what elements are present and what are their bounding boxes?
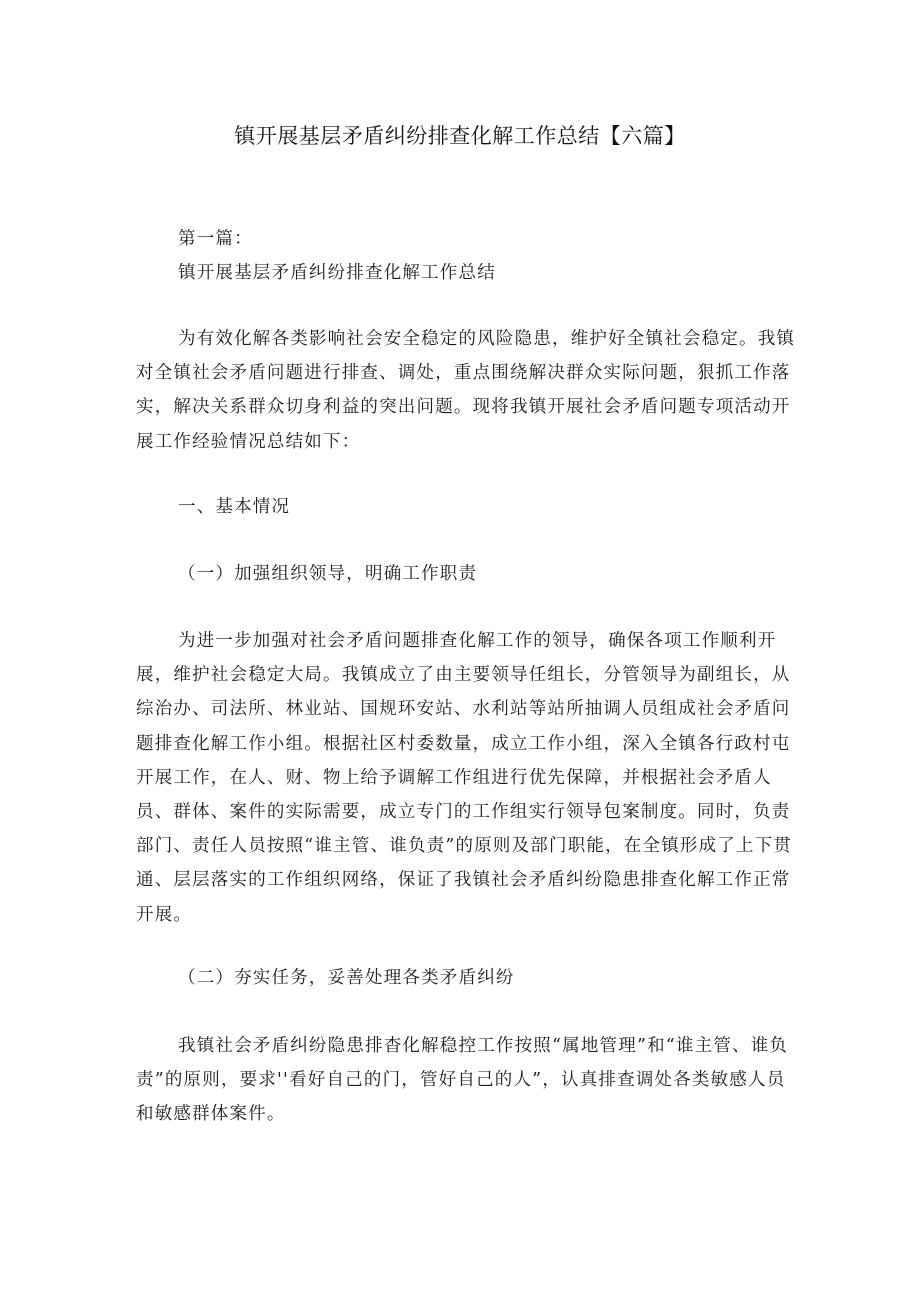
intro-paragraph: 为有效化解各类影响社会安全稳定的风险隐患，维护好全镇社会稳定。我镇对全镇社会矛盾问题进行排查、调处，重点围绕解决群众实际问题，狠抓工作落实，解决关系群众切身利益的突出问题。现将我镇开展社会矛盾问题专项活动开展工作经验情况总结如下： (136, 329, 796, 452)
part-label: 第一篇： (178, 229, 253, 249)
subsection-1-paragraph: 为进一步加强对社会矛盾问题排查化解工作的领导，确保各项工作顺利开展，维护社会稳定大局。我镇成立了由主要领导任组长，分管领导为副组长，从综治办、司法所、林业站、国规环安站、水利站等站所抽调人员组成社会矛盾问题排查化解工作小组。根据社区村委数量，成立工作小组，深入全镇各行政村屯开展工作，在人、财、物上给予调解工作组进行优先保障，并根据社会矛盾人员、群体、案件的实际需要，成立专门的工作组实行领导包案制度。同时，负责部门、责任人员按照“谁主管、谁负责”的原则及部门职能，在全镇形成了上下贯通、层层落实的工作组织网络，保证了我镇社会矛盾纠纷隐患排查化解工作正常开展。 (136, 631, 793, 925)
subsection-heading-1: （一）加强组织领导，明确工作职责 (178, 564, 478, 584)
part-title: 镇开展基层矛盾纠纷排查化解工作总结 (178, 263, 496, 283)
subsection-heading-2: （二）夯实任务，妥善处理各类矛盾纠纷 (178, 968, 515, 988)
document-title: 镇开展基层矛盾纠纷排查化解工作总结【六篇】 (234, 124, 686, 148)
section-heading-basic-situation: 一、基本情况 (178, 497, 291, 517)
subsection-2-paragraph: 我镇社会矛盾纠纷隐患排杳化解稳控工作按照“属地管理”和“谁主管、谁负责”的原则，要求''看好自己的门，管好自己的人”，认真排查调处各类敏感人员和敏感群体案件。 (136, 1036, 789, 1125)
